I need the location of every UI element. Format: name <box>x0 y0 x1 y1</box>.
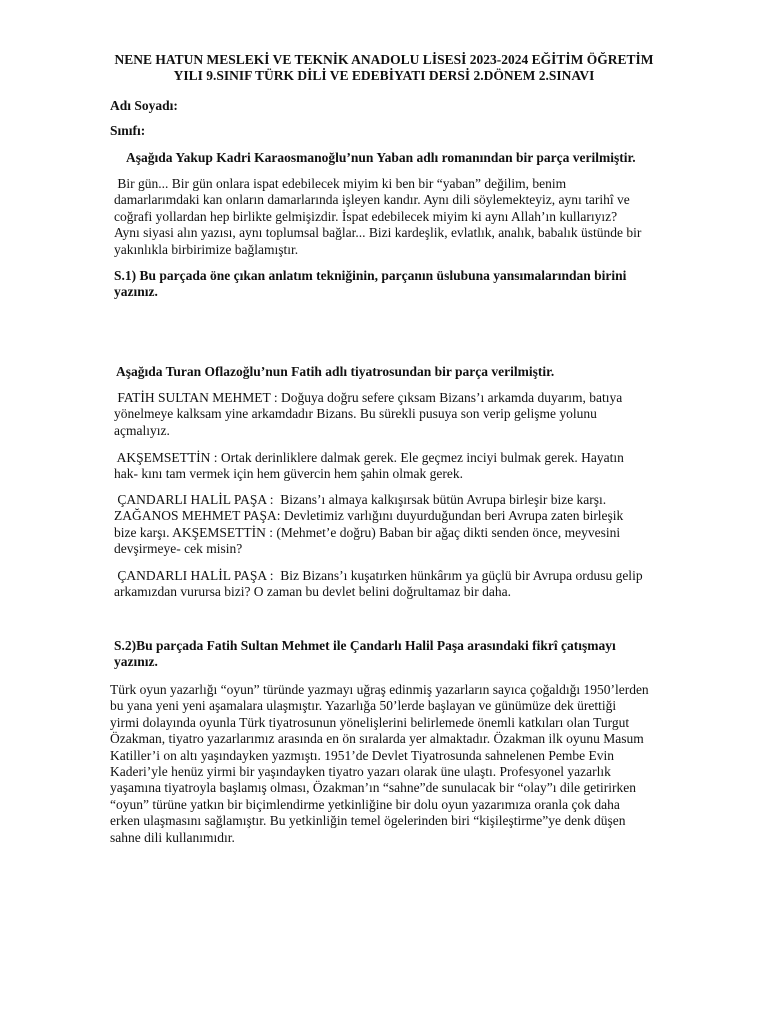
section2-intro: Aşağıda Turan Oflazoğlu’nun Fatih adlı tiyatrosundan bir parça verilmiştir. <box>116 364 555 379</box>
question-2-line: yazınız. <box>114 654 158 670</box>
question-2 <box>114 638 704 671</box>
dialogue-aksemsettin <box>114 450 704 483</box>
passage-line: Türk oyun yazarlığı “oyun” türünde yazmayı uğraş edinmiş yazarların sayıca çoğaldığı 1950’lerden <box>110 682 649 697</box>
section1-intro: Aşağıda Yakup Kadri Karaosmanoğlu’nun Yaban adlı romanından bir parça verilmiştir. <box>126 150 636 165</box>
dialogue-line: hak- kını tam vermek için hem güvercin hem şahin olmak gerek. <box>114 466 464 482</box>
exam-title <box>90 52 678 84</box>
dialogue-line: devşirmeye- cek misin? <box>114 541 243 557</box>
question-1-line: yazınız. <box>114 284 158 300</box>
passage-line: Özakman, tiyatro yazarlarımız arasında en ön sıralarda yer almaktadır. Özakman ilk oyunu Masum <box>110 731 644 747</box>
passage-line: bu yana yeni yeni aşamalara ulaşmıştır. Yazarlığa 50’lerde başlayan ve günümüze dek ürettiği <box>110 698 617 714</box>
dialogue-line: FATİH SULTAN MEHMET : Doğuya doğru sefere çıksam Bizans’ı arkamda duyarım, batıya <box>114 390 623 405</box>
passage-line: erken ulaşmasını sağlamıştır. Bu yetkinliğin temel ögelerinden biri “kişileştirme”ye denk düşen <box>110 813 626 829</box>
passage-line: yirmi dolayında oyunla Türk tiyatrosunun yönelişlerini belirlemede önemli katkıları olan Turgut <box>110 714 630 730</box>
question-1-line: S.1) Bu parçada öne çıkan anlatım tekniğinin, parçanın üslubuna yansımalarından birini <box>114 268 627 283</box>
passage-line: Aynı siyasi alın yazısı, aynı toplumsal bağlar... Bizi kardeşlik, evlatlık, analık, babalık üstünde bir <box>114 225 642 241</box>
section3-passage <box>110 682 710 846</box>
dialogue-candarli <box>114 568 704 601</box>
dialogue-line: arkamızdan vurursa bizi? O zaman bu devlet belini doğrultamaz bir daha. <box>114 584 511 600</box>
passage-line: “oyun” türüne yatkın bir biçimlendirme yetkinliğine bir dolu oyun yazarımıza oranla çok daha <box>110 796 620 812</box>
student-class-label: Sınıfı: <box>110 123 146 138</box>
dialogue-line: bize karşı. AKŞEMSETTİN : (Mehmet’e doğru) Baban bir ağaç dikti senden önce, meyvesini <box>114 524 621 540</box>
passage-line: Bir gün... Bir gün onlara ispat edebilecek miyim ki ben bir “yaban” değilim, benim <box>114 176 567 191</box>
section1-passage <box>114 176 704 258</box>
student-name-label: Adı Soyadı: <box>110 98 178 113</box>
dialogue-line: ÇANDARLI HALİL PAŞA : Bizans’ı almaya kalkışırsak bütün Avrupa birleşir bize karşı. <box>114 492 607 507</box>
dialogue-candarli-zaganos <box>114 492 704 558</box>
dialogue-line: ÇANDARLI HALİL PAŞA : Biz Bizans’ı kuşatırken hünkârım ya güçlü bir Avrupa ordusu gelip <box>114 568 643 583</box>
passage-line: sahne dili kullanımıdır. <box>110 829 235 845</box>
passage-line: yakınlıkla birbirimize bağlamıştır. <box>114 241 299 257</box>
question-2-line: S.2)Bu parçada Fatih Sultan Mehmet ile Çandarlı Halil Paşa arasındaki fikrî çatışmayı <box>114 638 616 653</box>
passage-line: Katiller’i on altı yaşındayken yazmıştı. 1951’de Devlet Tiyatrosunda sahnelenen Pembe Evin <box>110 747 615 763</box>
dialogue-line: yönelmeye kalksam yine arkamdadır Bizans. Bu sürekli pusuya son verip gelişme yolunu <box>114 406 597 422</box>
exam-title-line-2: YILI 9.SINIF TÜRK DİLİ VE EDEBİYATI DERSİ 2.DÖNEM 2.SINAVI <box>173 68 595 83</box>
passage-line: Kaderi’yle henüz yirmi bir yaşındayken tiyatro yazarı olarak üne ulaştı. Profesyonel yazarlık <box>110 764 611 780</box>
dialogue-line: açmalıyız. <box>114 422 170 438</box>
passage-line: damarlarımdaki kan onların damarlarında işleyen kandır. Aynı dili söylemekteyiz, aynı tarihî ve <box>114 192 630 208</box>
dialogue-line: ZAĞANOS MEHMET PAŞA: Devletimiz varlığını duyurduğundan beri Avrupa zaten birleşik <box>114 508 624 524</box>
passage-line: yaşamına tiyatroyla başlamış olması, Özakman’ın “sahne”de sunulacak bir “olay”ı dile getirirken <box>110 780 636 796</box>
exam-title-line-1: NENE HATUN MESLEKİ VE TEKNİK ANADOLU LİSESİ 2023-2024 EĞİTİM ÖĞRETİM <box>114 52 654 67</box>
dialogue-line: AKŞEMSETTİN : Ortak derinliklere dalmak gerek. Ele geçmez inciyi bulmak gerek. Hayatın <box>114 450 624 465</box>
dialogue-fatih <box>114 390 704 439</box>
question-1 <box>114 268 704 301</box>
passage-line: coğrafi yollardan hep birlikte gelmişizdir. İspat edebilecek miyim ki aynı Allah’ın kullarıyız? <box>114 208 618 224</box>
